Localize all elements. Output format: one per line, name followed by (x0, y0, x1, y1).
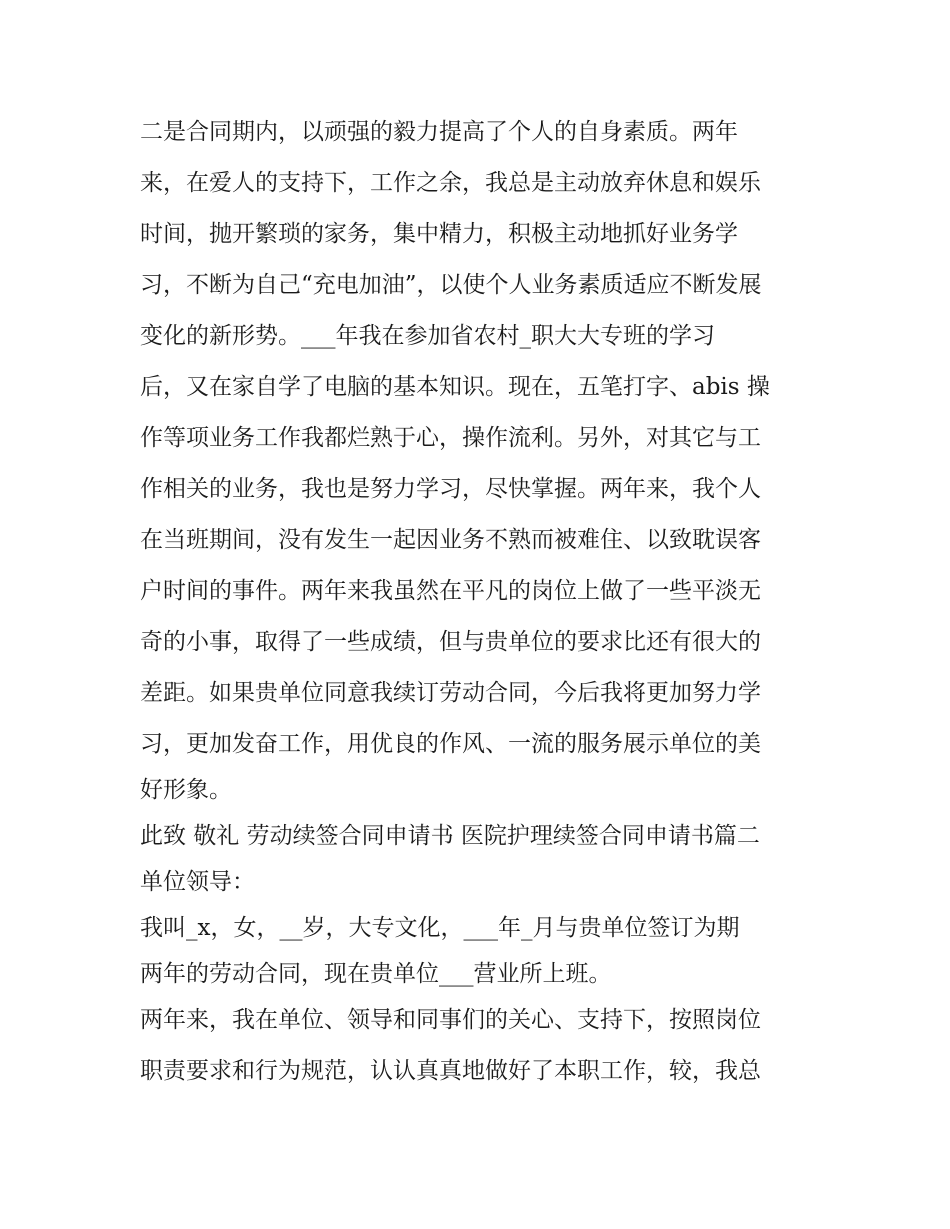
text-line-6: 后，又在家自学了电脑的基本知识。现在，五笔打字、abis 操 (140, 374, 770, 400)
text-line-1: 二是合同期内，以顽强的毅力提高了个人的自身素质。两年 (140, 119, 738, 145)
text-line-4: 习，不断为自己“充电加油”，以使个人业务素质适应不断发展 (140, 272, 762, 298)
text-line-17: 我叫_x，女，__岁，大专文化，___年_月与贵单位签订为期 (140, 915, 740, 941)
text-line-12: 差距。如果贵单位同意我续订劳动合同，今后我将更加努力学 (140, 680, 761, 706)
text-line-2: 来，在爱人的支持下，工作之余，我总是主动放弃休息和娱乐 (140, 170, 761, 196)
text-line-9: 在当班期间，没有发生一起因业务不熟而被难住、以致耽误客 (140, 527, 761, 553)
text-line-5: 变化的新形势。___年我在参加省农村_职大大专班的学习 (140, 323, 715, 349)
body-text (140, 107, 820, 1097)
text-line-10: 户时间的事件。两年来我虽然在平凡的岗位上做了一些平淡无 (140, 578, 761, 604)
text-line-3: 时间，抛开繁琐的家务，集中精力，积极主动地抓好业务学 (140, 221, 738, 247)
text-line-11: 奇的小事，取得了一些成绩，但与贵单位的要求比还有很大的 (140, 629, 761, 655)
text-line-14: 好形象。 (140, 777, 232, 803)
text-line-19: 两年来，我在单位、领导和同事们的关心、支持下，按照岗位 (140, 1007, 761, 1033)
text-line-15: 此致 敬礼 劳动续签合同申请书 医院护理续签合同申请书篇二 (140, 823, 760, 849)
text-line-8: 作相关的业务，我也是努力学习，尽快掌握。两年来，我个人 (140, 476, 761, 502)
text-line-7: 作等项业务工作我都烂熟于心，操作流利。另外，对其它与工 (140, 425, 761, 451)
text-line-16: 单位领导： (140, 869, 255, 895)
text-line-13: 习，更加发奋工作，用优良的作风、一流的服务展示单位的美 (140, 731, 761, 757)
text-line-20: 职责要求和行为规范，认认真真地做好了本职工作，较，我总 (140, 1058, 761, 1084)
text-line-18: 两年的劳动合同，现在贵单位___营业所上班。 (140, 961, 612, 987)
